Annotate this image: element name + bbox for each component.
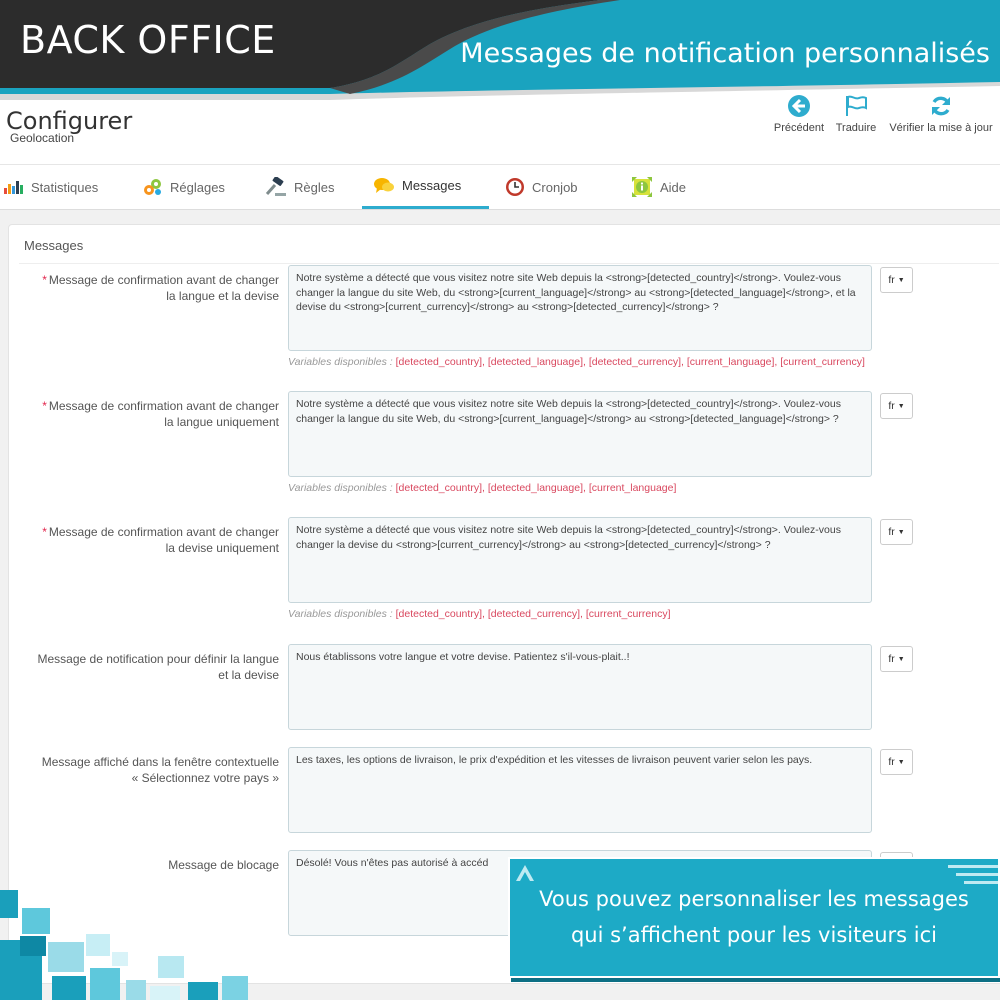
speech-bubbles-icon — [373, 177, 395, 195]
caret-down-icon: ▼ — [897, 528, 905, 536]
page-title: Configurer — [6, 107, 133, 135]
translate-button[interactable] — [830, 94, 882, 134]
language-dropdown[interactable]: fr ▼ — [880, 519, 913, 545]
tab-messages-label: Messages — [402, 178, 462, 193]
tab-reglages[interactable] — [143, 165, 225, 209]
caret-down-icon: ▼ — [897, 402, 905, 410]
field-label-confirm-lang: * Message de confirmation avant de changer la langue uniquement — [42, 399, 279, 429]
flag-icon — [843, 94, 869, 118]
page-header — [0, 100, 1000, 164]
check-update-button[interactable] — [886, 94, 996, 134]
caret-down-icon: ▼ — [897, 655, 905, 663]
translate-label: Traduire — [835, 122, 877, 134]
field-label-popup-message: Message affiché dans la fenêtre contextuelle « Sélectionnez votre pays » — [41, 755, 279, 785]
decorative-squares — [0, 880, 260, 1000]
check-update-label: Vérifier la mise à jour — [889, 122, 993, 134]
page-subtitle: Geolocation — [10, 131, 75, 145]
chart-icon — [4, 180, 24, 194]
textarea-confirm-currency[interactable]: Notre système a détecté que vous visitez notre site Web depuis la <strong>[detected_country]</strong>. Voulez-vous changer la devise du <strong>[current_currency]</strong> au <strong>[detected_currency]</strong> ? — [288, 517, 872, 603]
language-dropdown[interactable]: fr ▼ — [880, 646, 913, 672]
field-label-confirm-currency: * Message de confirmation avant de changer la devise uniquement — [42, 525, 279, 555]
panel-divider — [19, 263, 999, 264]
tab-regles-label: Règles — [294, 179, 335, 195]
textarea-confirm-lang[interactable]: Notre système a détecté que vous visitez notre site Web depuis la <strong>[detected_country]</strong>. Voulez-vous changer la langue du site Web, du <strong>[current_language]</strong> au <strong>[detected_language]</strong> ? — [288, 391, 872, 477]
gears-icon — [143, 178, 163, 196]
caret-down-icon: ▼ — [897, 758, 905, 766]
tab-reglages-label: Réglages — [170, 179, 225, 195]
triangle-ornament-icon — [514, 863, 536, 883]
required-asterisk: * — [42, 525, 47, 539]
tab-bar — [0, 164, 1000, 210]
tab-cronjob[interactable] — [505, 165, 578, 209]
textarea-popup-message[interactable]: Les taxes, les options de livraison, le prix d'expédition et les vitesses de livraison peuvent varier selon les pays. — [288, 747, 872, 833]
variables-hint: Variables disponibles : [detected_country], [detected_language], [current_language] — [288, 482, 677, 494]
required-asterisk: * — [42, 273, 47, 287]
tab-cronjob-label: Cronjob — [532, 179, 578, 195]
callout-text: Vous pouvez personnaliser les messages qui s’affichent pour les visiteurs ici — [539, 887, 969, 947]
language-dropdown[interactable]: fr ▼ — [880, 749, 913, 775]
language-dropdown[interactable]: fr ▼ — [880, 393, 913, 419]
banner-left-title: BACK OFFICE — [20, 18, 276, 62]
variables-hint: Variables disponibles : [detected_country], [detected_language], [detected_currency], [current_language], [current_currency] — [288, 356, 865, 368]
field-label-confirm-lang-currency: * Message de confirmation avant de changer la langue et la devise — [42, 273, 279, 303]
refresh-icon — [929, 94, 953, 118]
field-label-notification: Message de notification pour définir la langue et la devise — [37, 652, 279, 682]
tab-aide-label: Aide — [660, 179, 687, 195]
tab-regles[interactable] — [265, 165, 334, 209]
clock-icon — [505, 177, 525, 197]
tab-statistiques-label: Statistiques — [31, 179, 99, 195]
previous-button[interactable] — [768, 94, 830, 134]
field-label-blocking-message: Message de blocage — [168, 858, 279, 872]
info-icon — [631, 176, 653, 198]
tab-aide[interactable] — [631, 165, 686, 209]
panel-title: Messages — [24, 238, 84, 253]
arrow-left-circle-icon — [787, 94, 811, 118]
textarea-confirm-lang-currency[interactable]: Notre système a détecté que vous visitez notre site Web depuis la <strong>[detected_country]</strong>. Voulez-vous changer la langue du site Web, du <strong>[current_language]</strong> au <strong>[detected_language]</strong>, et la devise du <strong>[current_currency]</strong> au <strong>[detected_currency]</strong> ? — [288, 265, 872, 351]
textarea-notification[interactable]: Nous établissons votre langue et votre devise. Patientez s'il-vous-plait..! — [288, 644, 872, 730]
callout-box — [508, 857, 1000, 978]
language-dropdown[interactable]: fr ▼ — [880, 267, 913, 293]
banner-right-title: Messages de notification personnalisés — [460, 38, 990, 69]
tab-statistiques[interactable] — [4, 165, 98, 209]
previous-label: Précédent — [773, 122, 825, 134]
tab-messages[interactable] — [362, 165, 489, 209]
variables-hint: Variables disponibles : [detected_country], [detected_currency], [current_currency] — [288, 608, 671, 620]
caret-down-icon: ▼ — [897, 276, 905, 284]
gavel-icon — [265, 177, 287, 197]
promo-banner — [0, 0, 1000, 100]
textarea-blocking-message[interactable]: Désolé! Vous n'êtes pas autorisé à accéd — [288, 850, 872, 936]
required-asterisk: * — [42, 399, 47, 413]
